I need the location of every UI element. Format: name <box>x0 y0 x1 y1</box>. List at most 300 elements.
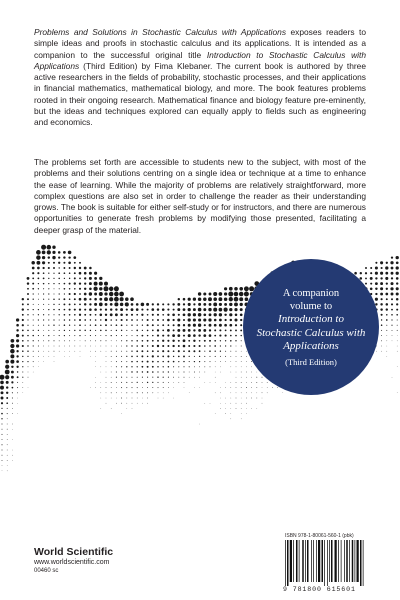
halftone-dot <box>111 330 112 331</box>
halftone-dot <box>126 319 128 321</box>
halftone-dot <box>33 356 34 357</box>
halftone-dot <box>12 408 13 409</box>
halftone-dot <box>188 340 190 342</box>
halftone-dot <box>188 334 191 337</box>
halftone-dot <box>208 297 212 301</box>
halftone-dot <box>90 319 91 320</box>
halftone-dot <box>220 393 221 394</box>
halftone-dot <box>251 408 252 409</box>
halftone-dot <box>53 324 54 325</box>
halftone-dot <box>234 318 237 321</box>
halftone-dot <box>365 272 367 274</box>
halftone-dot <box>111 351 112 352</box>
halftone-dot <box>137 377 138 378</box>
halftone-dot <box>147 361 149 363</box>
halftone-dot <box>167 314 169 316</box>
halftone-dot <box>215 377 216 378</box>
halftone-dot <box>22 377 23 378</box>
halftone-dot <box>84 293 87 296</box>
halftone-dot <box>43 346 44 347</box>
halftone-dot <box>109 297 113 301</box>
halftone-dot <box>147 319 149 321</box>
halftone-dot <box>27 335 28 336</box>
halftone-dot <box>257 372 258 373</box>
halftone-dot <box>69 325 70 326</box>
halftone-dot <box>120 314 123 317</box>
halftone-dot <box>136 314 138 316</box>
halftone-dot <box>111 382 112 383</box>
halftone-dot <box>74 282 76 284</box>
halftone-dot <box>162 329 164 331</box>
halftone-dot <box>126 340 127 341</box>
halftone-dot <box>224 287 227 290</box>
halftone-dot <box>16 366 18 368</box>
halftone-dot <box>69 288 71 290</box>
halftone-dot <box>12 424 13 425</box>
halftone-dot <box>95 330 96 331</box>
halftone-dot <box>152 324 154 326</box>
halftone-dot <box>104 297 108 301</box>
halftone-dot <box>215 351 216 352</box>
halftone-dot <box>126 366 127 367</box>
halftone-dot <box>23 393 24 394</box>
barcode-bar <box>302 540 304 582</box>
halftone-dot <box>22 387 23 388</box>
halftone-dot <box>204 356 205 357</box>
halftone-dot <box>370 283 372 285</box>
halftone-dot <box>32 277 34 279</box>
halftone-dot <box>262 392 263 393</box>
halftone-dot <box>152 314 154 316</box>
badge-title-line-2: Stochastic Calculus with <box>256 326 366 339</box>
halftone-dot <box>79 278 81 280</box>
halftone-dot <box>64 330 65 331</box>
halftone-dot <box>48 304 49 305</box>
blurb-run-1: exposes readers to simple ideas and proofs in stochastic calculus and its applications. It is intended as a companion to the successful original title <box>34 27 366 60</box>
halftone-dot <box>380 282 383 285</box>
halftone-dot <box>79 324 81 326</box>
halftone-dot <box>63 256 65 258</box>
halftone-dot <box>121 346 122 347</box>
halftone-dot <box>63 251 66 254</box>
halftone-dot <box>64 309 66 311</box>
halftone-dot <box>114 292 119 297</box>
halftone-dot <box>205 382 206 383</box>
halftone-dot <box>74 277 76 279</box>
halftone-dot <box>168 366 170 368</box>
halftone-dot <box>147 377 148 378</box>
halftone-dot <box>225 319 227 321</box>
halftone-dot <box>230 398 231 399</box>
halftone-dot <box>225 403 226 404</box>
halftone-dot <box>236 392 237 393</box>
halftone-dot <box>27 314 28 315</box>
halftone-dot <box>74 288 76 290</box>
halftone-dot <box>2 429 3 430</box>
halftone-dot <box>203 292 206 295</box>
halftone-dot <box>43 356 44 357</box>
halftone-dot <box>94 272 97 275</box>
halftone-dot <box>12 403 13 404</box>
halftone-dot <box>381 330 382 331</box>
halftone-dot <box>43 335 44 336</box>
halftone-dot <box>162 319 164 321</box>
halftone-dot <box>33 314 34 315</box>
halftone-dot <box>69 267 71 269</box>
halftone-dot <box>151 308 154 311</box>
halftone-dot <box>84 330 85 331</box>
halftone-dot <box>38 299 39 300</box>
halftone-dot <box>10 344 14 348</box>
halftone-dot <box>2 455 3 456</box>
halftone-dot <box>141 303 145 307</box>
halftone-dot <box>7 460 8 461</box>
halftone-dot <box>0 381 4 385</box>
halftone-dot <box>131 351 132 352</box>
halftone-dot <box>152 366 154 368</box>
halftone-dot <box>27 330 29 332</box>
halftone-dot <box>74 262 76 264</box>
halftone-dot <box>48 325 49 326</box>
barcode-block <box>282 533 380 593</box>
halftone-dot <box>33 345 34 346</box>
barcode-bar <box>293 540 294 582</box>
halftone-dot <box>100 340 101 341</box>
halftone-dot <box>225 413 226 414</box>
halftone-dot <box>22 329 24 331</box>
halftone-dot <box>152 340 154 342</box>
halftone-dot <box>173 309 175 311</box>
halftone-dot <box>69 293 71 295</box>
halftone-dot <box>219 313 222 316</box>
halftone-dot <box>193 308 196 311</box>
halftone-dot <box>116 330 117 331</box>
halftone-dot <box>38 309 39 310</box>
halftone-dot <box>84 319 86 321</box>
halftone-dot <box>38 304 39 305</box>
halftone-dot <box>365 283 367 285</box>
halftone-dot <box>27 288 29 290</box>
halftone-dot <box>230 361 231 362</box>
halftone-dot <box>53 340 54 341</box>
halftone-dot <box>147 314 149 316</box>
halftone-dot <box>11 366 13 368</box>
halftone-dot <box>125 302 129 306</box>
halftone-dot <box>59 293 60 294</box>
halftone-dot <box>95 340 96 341</box>
barcode-bar <box>327 540 328 586</box>
halftone-dot <box>16 324 19 327</box>
halftone-dot <box>162 340 164 342</box>
halftone-dot <box>48 309 49 310</box>
halftone-dot <box>147 398 148 399</box>
halftone-dot <box>69 272 71 274</box>
halftone-dot <box>210 361 211 362</box>
halftone-dot <box>386 335 387 336</box>
halftone-dot <box>73 256 76 259</box>
halftone-dot <box>177 324 180 327</box>
halftone-dot <box>85 346 86 347</box>
halftone-dot <box>251 398 252 399</box>
halftone-dot <box>220 351 221 352</box>
halftone-dot <box>178 361 179 362</box>
halftone-dot <box>396 282 398 284</box>
halftone-dot <box>16 360 19 363</box>
halftone-dot <box>381 340 382 341</box>
halftone-dot <box>194 361 195 362</box>
halftone-dot <box>193 298 196 301</box>
halftone-dot <box>11 339 15 343</box>
halftone-dot <box>79 272 82 275</box>
halftone-dot <box>198 318 201 321</box>
halftone-dot <box>240 313 243 316</box>
halftone-dot <box>74 293 76 295</box>
halftone-dot <box>392 377 393 378</box>
halftone-dot <box>189 356 190 357</box>
halftone-dot <box>235 340 236 341</box>
halftone-dot <box>199 366 200 367</box>
halftone-dot <box>33 361 34 362</box>
halftone-dot <box>38 330 39 331</box>
halftone-dot <box>22 340 24 342</box>
halftone-dot <box>162 324 164 326</box>
halftone-dot <box>131 314 133 316</box>
halftone-dot <box>36 250 41 255</box>
halftone-dot <box>69 283 71 285</box>
halftone-dot <box>141 350 143 352</box>
halftone-dot <box>184 387 185 388</box>
halftone-dot <box>64 314 66 316</box>
halftone-dot <box>115 313 118 316</box>
halftone-dot <box>99 282 103 286</box>
halftone-dot <box>106 387 107 388</box>
halftone-dot <box>147 335 148 336</box>
halftone-dot <box>235 335 237 337</box>
halftone-dot <box>116 366 117 367</box>
halftone-dot <box>178 372 179 373</box>
halftone-dot <box>132 408 133 409</box>
halftone-dot <box>173 324 175 326</box>
halftone-dot <box>157 350 159 352</box>
halftone-dot <box>43 314 44 315</box>
halftone-dot <box>105 308 107 310</box>
halftone-dot <box>152 371 154 373</box>
halftone-dot <box>22 308 24 310</box>
halftone-dot <box>251 382 252 383</box>
halftone-dot <box>370 277 373 280</box>
halftone-dot <box>106 392 107 393</box>
halftone-dot <box>68 251 72 255</box>
halftone-dot <box>116 335 117 336</box>
halftone-dot <box>33 309 34 310</box>
halftone-dot <box>262 382 263 383</box>
halftone-dot <box>7 439 8 440</box>
halftone-dot <box>131 366 132 367</box>
halftone-dot <box>90 330 91 331</box>
halftone-dot <box>58 278 60 280</box>
halftone-dot <box>111 377 112 378</box>
barcode-bar <box>355 540 356 582</box>
halftone-dot <box>48 256 50 258</box>
halftone-dot <box>162 345 164 347</box>
halftone-dot <box>120 297 124 301</box>
halftone-dot <box>80 346 81 347</box>
halftone-dot <box>167 350 169 352</box>
halftone-dot <box>79 330 80 331</box>
halftone-dot <box>178 298 180 300</box>
halftone-dot <box>137 392 138 393</box>
halftone-dot <box>204 340 206 342</box>
halftone-dot <box>131 319 133 321</box>
halftone-dot <box>178 314 180 316</box>
halftone-dot <box>105 314 107 316</box>
halftone-dot <box>172 313 175 316</box>
halftone-dot <box>64 278 65 279</box>
halftone-dot <box>183 371 184 372</box>
halftone-dot <box>116 361 117 362</box>
halftone-dot <box>177 329 180 332</box>
halftone-dot <box>262 398 263 399</box>
halftone-dot <box>204 361 205 362</box>
halftone-dot <box>172 303 174 305</box>
halftone-dot <box>256 398 257 399</box>
halftone-dot <box>397 351 398 352</box>
halftone-dot <box>33 351 34 352</box>
halftone-dot <box>42 267 44 269</box>
halftone-dot <box>386 303 389 306</box>
halftone-dot <box>168 387 169 388</box>
halftone-dot <box>53 267 55 269</box>
publisher-code: 00460 sc <box>34 568 59 574</box>
halftone-dot <box>189 393 190 394</box>
halftone-dot <box>183 345 186 348</box>
halftone-dot <box>116 382 117 383</box>
halftone-dot <box>391 267 394 270</box>
halftone-dot <box>22 303 24 305</box>
halftone-dot <box>1 413 3 415</box>
halftone-dot <box>236 398 237 399</box>
halftone-dot <box>183 335 185 337</box>
halftone-dot <box>241 398 242 399</box>
halftone-dot <box>385 266 388 269</box>
halftone-dot <box>220 403 221 404</box>
halftone-dot <box>59 319 60 320</box>
halftone-dot <box>234 302 238 306</box>
halftone-dot <box>101 398 102 399</box>
halftone-dot <box>246 377 247 378</box>
halftone-dot <box>93 287 97 291</box>
halftone-dot <box>392 341 393 342</box>
halftone-dot <box>116 356 117 357</box>
halftone-dot <box>183 303 185 305</box>
halftone-dot <box>152 361 154 363</box>
halftone-dot <box>220 372 221 373</box>
halftone-dot <box>183 313 186 316</box>
halftone-dot <box>158 387 159 388</box>
halftone-dot <box>397 330 398 331</box>
halftone-dot <box>391 277 393 279</box>
halftone-dot <box>89 288 92 291</box>
halftone-dot <box>69 346 70 347</box>
halftone-dot <box>126 309 128 311</box>
halftone-dot <box>225 351 226 352</box>
halftone-dot <box>27 282 29 284</box>
halftone-dot <box>64 272 66 274</box>
barcode-icon <box>282 540 378 586</box>
halftone-dot <box>132 387 133 388</box>
halftone-dot <box>172 334 175 337</box>
halftone-dot <box>240 329 242 331</box>
halftone-dot <box>63 298 65 300</box>
halftone-dot <box>121 403 122 404</box>
barcode-bar <box>290 540 292 582</box>
halftone-dot <box>142 387 143 388</box>
halftone-dot <box>137 382 138 383</box>
halftone-dot <box>262 403 263 404</box>
blurb-run-0: Problems and Solutions in Stochastic Calculus with Applications <box>34 27 287 37</box>
halftone-dot <box>241 346 242 347</box>
halftone-dot <box>94 282 98 286</box>
halftone-dot <box>22 371 23 372</box>
barcode-bar <box>357 540 359 582</box>
halftone-dot <box>142 382 143 383</box>
halftone-dot <box>48 319 49 320</box>
halftone-dot <box>0 375 5 380</box>
halftone-dot <box>209 324 212 327</box>
halftone-dot <box>246 387 247 388</box>
halftone-dot <box>48 267 50 269</box>
halftone-dot <box>147 324 149 326</box>
halftone-dot <box>79 303 81 305</box>
barcode-bar <box>311 540 312 582</box>
halftone-dot <box>106 346 107 347</box>
halftone-dot <box>163 371 164 372</box>
halftone-dot <box>27 345 28 346</box>
halftone-dot <box>396 287 399 290</box>
halftone-dot <box>125 297 129 301</box>
halftone-dot <box>2 471 3 472</box>
halftone-dot <box>203 318 206 321</box>
halftone-dot <box>1 397 4 400</box>
halftone-dot <box>380 287 383 290</box>
halftone-dot <box>209 303 212 306</box>
halftone-dot <box>240 308 243 311</box>
halftone-dot <box>95 361 96 362</box>
halftone-dot <box>380 303 382 305</box>
halftone-dot <box>152 355 154 357</box>
halftone-dot <box>16 318 19 321</box>
halftone-dot <box>116 371 117 372</box>
halftone-dot <box>22 366 23 367</box>
halftone-dot <box>256 382 257 383</box>
halftone-dot <box>54 294 55 295</box>
halftone-dot <box>163 377 164 378</box>
halftone-dot <box>69 351 70 352</box>
halftone-dot <box>236 387 237 388</box>
halftone-dot <box>198 313 202 317</box>
halftone-dot <box>142 392 143 393</box>
barcode-bar <box>305 540 306 582</box>
halftone-dot <box>241 361 242 362</box>
halftone-dot <box>157 345 159 347</box>
halftone-dot <box>38 294 39 295</box>
halftone-dot <box>1 408 2 409</box>
halftone-dot <box>22 319 24 321</box>
halftone-dot <box>17 398 18 399</box>
badge-title-line-3: Applications <box>283 340 339 353</box>
halftone-dot <box>27 309 28 310</box>
halftone-dot <box>219 292 223 296</box>
